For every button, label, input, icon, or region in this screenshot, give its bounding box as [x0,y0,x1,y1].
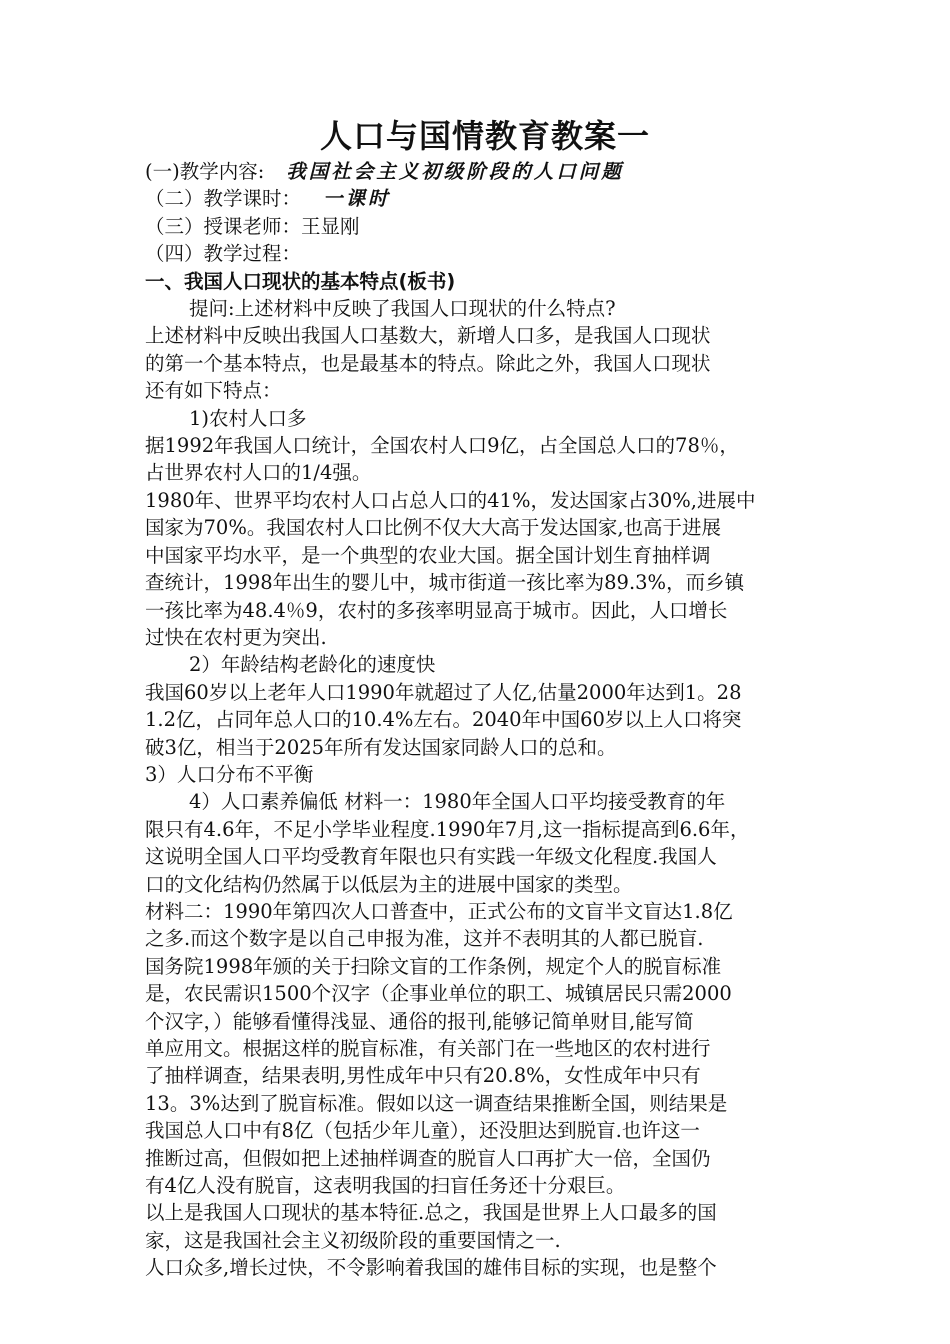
page-title: 人口与国情教育教案一 [319,117,650,155]
text-line: 我国总人口中有8亿（包括少年儿童），还没胆达到脱盲.也许这一 [145,1119,700,1143]
process-line: （四）教学过程： [145,242,302,266]
text-line: 的第一个基本特点，也是最基本的特点。除此之外，我国人口现状 [145,351,711,375]
text-line: 单应用文。根据这样的脱盲标准，有关部门在一些地区的农村进行 [145,1037,711,1060]
text-line: 材料二：1990年第四次人口普查中，正式公布的文盲半文盲达1.8亿 [145,899,733,923]
text-line: 国家为70%。我国农村人口比例不仅大大高于发达国家,也高于进展 [145,516,722,540]
text-line: 上述材料中反映出我国人口基数大，新增人口多，是我国人口现状 [145,324,711,348]
text-line: 查统计，1998年出生的婴儿中，城市街道一孩比率为89.3%，而乡镇 [145,571,745,595]
text-line: 一孩比率为48.4％9，农村的多孩率明显高于城市。因此，人口增长 [145,598,728,622]
text-line: 提问:上述材料中反映了我国人口现状的什么特点? [189,297,616,321]
text-line: 1980年、世界平均农村人口占总人口的41%，发达国家占30%,进展中 [145,488,756,512]
text-line: 之多.而这个数字是以自己申报为准，这并不表明其的人都已脱盲. [145,927,704,951]
text-line: 推断过高，但假如把上述抽样调查的脱盲人口再扩大一倍，全国仍 [145,1146,711,1170]
teaching-content-label: (一)教学内容: [145,160,265,183]
text-line: 1)农村人口多 [189,406,307,430]
text-line: 占世界农村人口的1/4强。 [145,461,372,485]
text-line: 家，这是我国社会主义初级阶段的重要国情之一. [145,1228,561,1252]
text-line: 这说明全国人口平均受教育年限也只有实践一年级文化程度.我国人 [145,845,717,869]
text-line: 了抽样调查，结果表明,男性成年中只有20.8%，女性成年中只有 [145,1064,701,1088]
text-line: 个汉字，）能够看懂得浅显、通俗的报刊,能够记简单财目,能写简 [145,1009,694,1033]
text-line: 13。3%达到了脱盲标准。假如以这一调查结果推断全国，则结果是 [145,1091,728,1115]
teaching-hours-value: 一课时 [323,187,391,211]
teaching-content-value: 我国社会主义初级阶段的人口问题 [286,160,624,183]
text-line: 破3亿，相当于2025年所有发达国家同龄人口的总和。 [145,735,617,759]
text-line: 我国60岁以上老年人口1990年就超过了人亿,估量2000年达到1。28 [145,680,742,704]
teacher-line: （三）授课老师：王显刚 [145,214,360,238]
section-heading: 一、我国人口现状的基本特点(板书) [145,269,456,293]
teaching-hours-line [145,185,825,212]
text-line: 限只有4.6年，不足小学毕业程度.1990年7月,这一指标提高到6.6年， [145,817,750,841]
text-line: 国务院1998年颁的关于扫除文盲的工作条例，规定个人的脱盲标准 [145,954,722,978]
text-line: 中国家平均水平，是一个典型的农业大国。据全国计划生育抽样调 [145,543,711,567]
text-line: 4）人口素养偏低 材料一：1980年全国人口平均接受教育的年 [189,790,726,814]
teaching-hours-label: （二）教学课时： [145,187,302,211]
text-line: 还有如下特点： [145,379,282,403]
text-line: 有4亿人没有脱盲，这表明我国的扫盲任务还十分艰巨。 [145,1174,626,1198]
text-line: 人口众多,增长过快，不令影响着我国的雄伟目标的实现，也是整个 [145,1256,717,1280]
text-line: 据1992年我国人口统计，全国农村人口9亿，占全国总人口的78％， [145,434,739,458]
text-line: 是，农民需识1500个汉字（企事业单位的职工、城镇居民只需2000 [145,982,732,1006]
text-line: 以上是我国人口现状的基本特征.总之，我国是世界上人口最多的国 [145,1201,717,1225]
teaching-content-line [145,158,825,185]
text-line: 2）年龄结构老龄化的速度快 [189,653,436,677]
document-page [145,110,825,1282]
text-line: 1.2亿，占同年总人口的10.4%左右。2040年中国60岁以上人口将突 [145,708,742,732]
text-line: 口的文化结构仍然属于以低层为主的进展中国家的类型。 [145,872,633,896]
text-line: 3）人口分布不平衡 [145,762,314,786]
text-line: 过快在农村更为突出. [145,625,327,649]
